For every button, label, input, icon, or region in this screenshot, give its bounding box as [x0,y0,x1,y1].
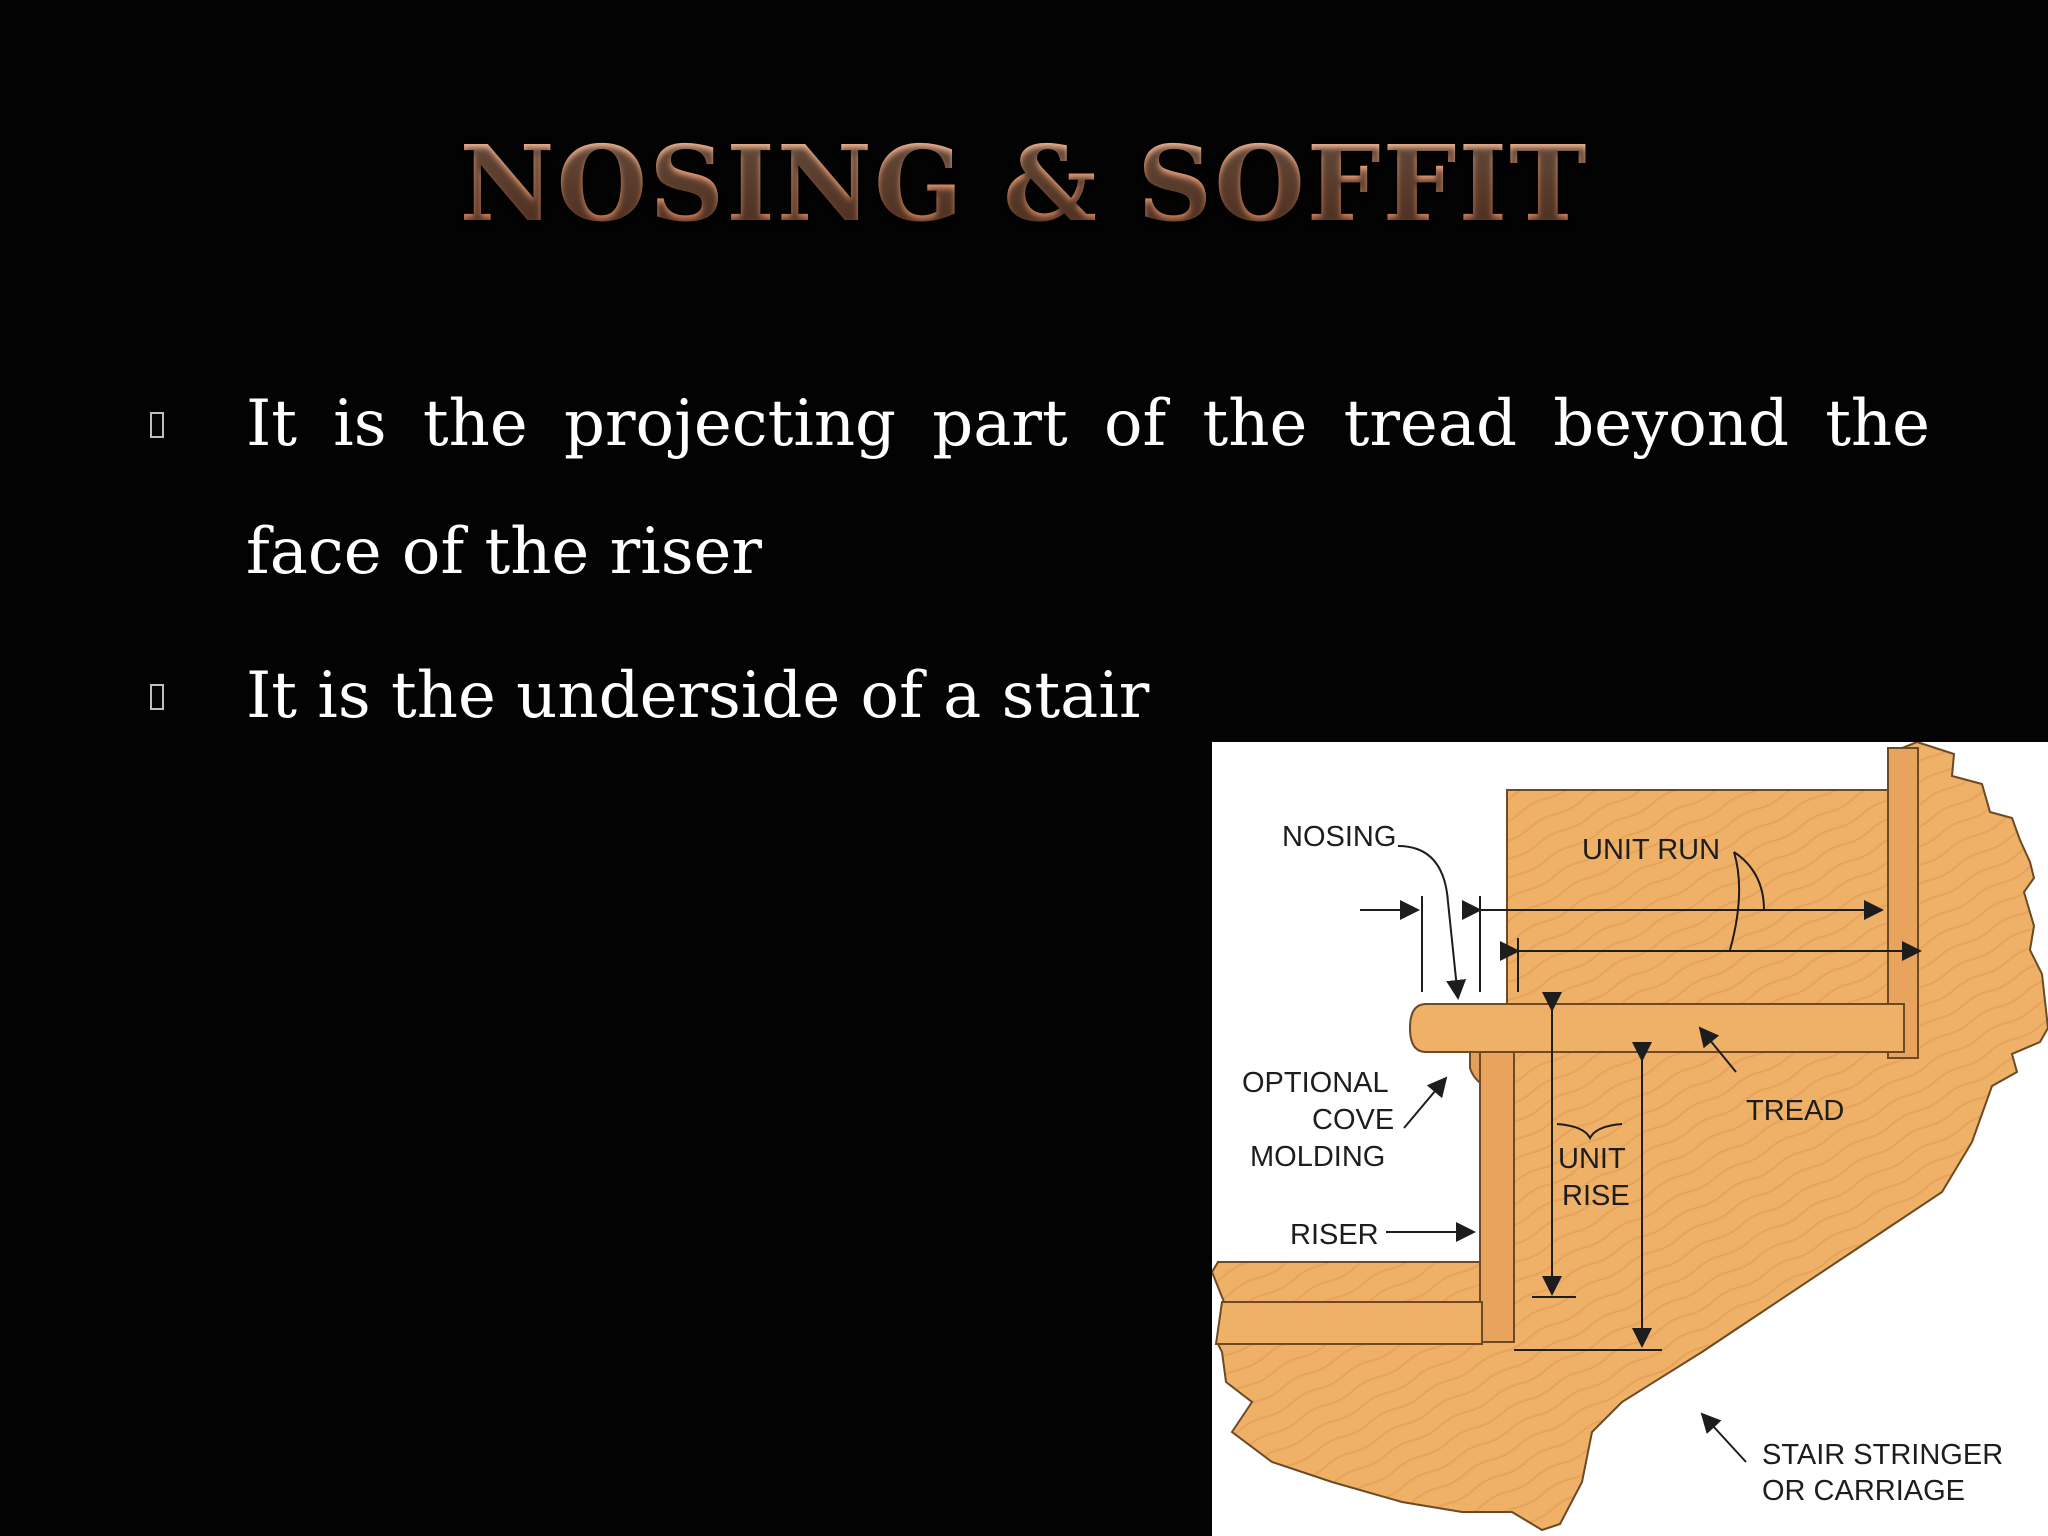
label-rise: RISE [1562,1180,1630,1212]
label-or-carriage: OR CARRIAGE [1762,1475,1966,1507]
slide-title: NOSING & SOFFIT [0,122,2048,245]
label-stair-stringer: STAIR STRINGER [1762,1439,2004,1471]
label-molding: MOLDING [1250,1141,1386,1173]
tread [1410,1004,1904,1052]
bullet-item [150,632,1930,760]
bullet-list [150,360,1930,760]
bullet-marker-icon [150,684,164,710]
bullet-text: It is the underside of a stair [246,659,1150,733]
label-nosing: NOSING [1282,821,1397,853]
label-cove: COVE [1312,1104,1395,1136]
label-riser: RISER [1290,1219,1379,1251]
label-tread: TREAD [1746,1095,1845,1127]
label-optional: OPTIONAL [1242,1067,1389,1099]
bullet-item [150,360,1930,616]
riser [1480,1052,1514,1342]
stair-diagram [1212,742,2048,1536]
label-unit: UNIT [1558,1143,1626,1175]
stair-diagram-svg [1212,742,2048,1536]
bullet-text: It is the projecting part of the tread beyond the face of the riser [246,387,1930,589]
lower-tread [1216,1302,1482,1344]
bullet-marker-icon [150,412,164,438]
label-unit-run: UNIT RUN [1582,834,1721,866]
